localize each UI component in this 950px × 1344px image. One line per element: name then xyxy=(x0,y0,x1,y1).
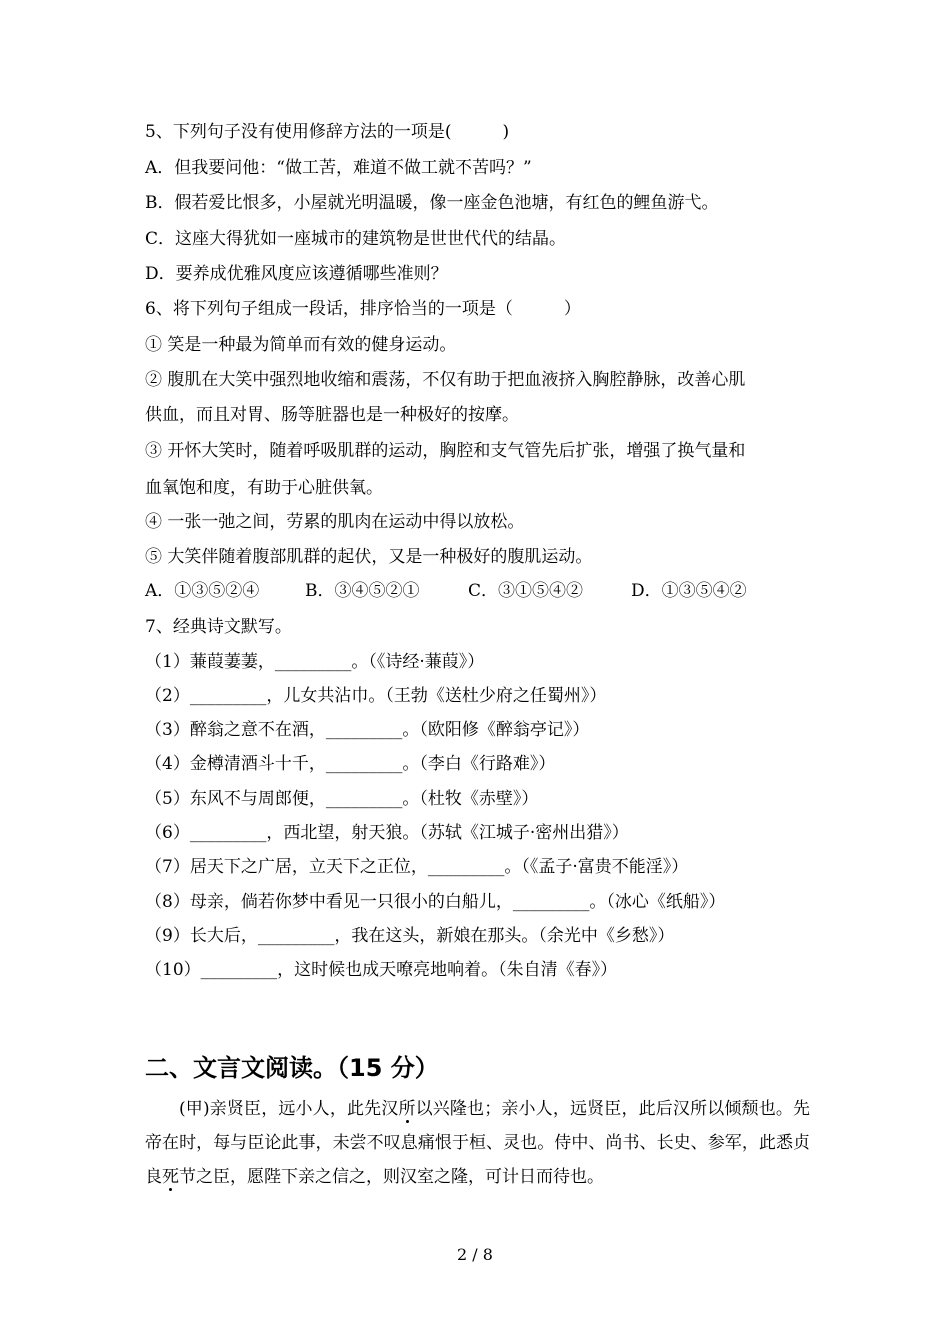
q6-item-3: ③ 开怀大笑时，随着呼吸肌群的运动，胸腔和支气管先后扩张，增强了换气量和 xyxy=(145,441,746,461)
q5-option-c: C．这座大得犹如一座城市的建筑物是世世代代的结晶。 xyxy=(145,229,567,249)
q7-item-4: （4）金樽清酒斗十千，_________。（李白《行路难》） xyxy=(145,754,556,774)
q5-option-a: A．但我要问他：“做工苦，难道不做工就不苦吗？” xyxy=(145,158,532,178)
q7-item-6: （6）_________，西北望，射天狼。（苏轼《江城子·密州出猎》） xyxy=(145,823,629,843)
q5-option-b: B．假若爱比恨多，小屋就光明温暖，像一座金色池塘，有红色的鲤鱼游弋。 xyxy=(145,193,719,213)
q6-option-a: A．①③⑤②④ xyxy=(145,581,260,601)
section-title: 二、文言文阅读。（15 分） xyxy=(145,1054,439,1082)
q7-item-8: （8）母亲，倘若你梦中看见一只很小的白船儿，_________。（冰心《纸船》） xyxy=(145,892,726,912)
q6-option-d: D．①③⑤④② xyxy=(631,581,747,601)
q7-item-1: （1）蒹葭萋萋，_________。（《诗经·蒹葭》） xyxy=(145,652,485,672)
emphasis-dot-char: 死 xyxy=(162,1167,179,1187)
q7-item-5: （5）东风不与周郎便，_________。（杜牧《赤壁》） xyxy=(145,789,539,809)
q7-item-9: （9）长大后，_________，我在这头，新娘在那头。（余光中《乡愁》） xyxy=(145,926,675,946)
q6-item-4: ④ 一张一弛之间，劳累的肌肉在运动中得以放松。 xyxy=(145,512,525,532)
q6-option-c: C．③①⑤④② xyxy=(468,581,584,601)
q7-title: 7、经典诗文默写。 xyxy=(145,617,292,637)
passage-text-2: 以兴隆也；亲小人，远贤臣，此后汉所以倾颓也。先帝在时，每与臣论此事，未尝不叹息痛恨于桓、灵也。侍中、尚书、长史、参军，此悉贞良 xyxy=(145,1099,811,1187)
q6-item-3-cont: 血氧饱和度，有助于心脏供氧。 xyxy=(145,478,383,498)
passage-text-3: 节之臣，愿陛下亲之信之，则汉室之隆，可计日而待也。 xyxy=(179,1167,604,1187)
q5-title: 5、下列句子没有使用修辞方法的一项是( ) xyxy=(145,122,510,142)
q6-item-2: ② 腹肌在大笑中强烈地收缩和震荡，不仅有助于把血液挤入胸腔静脉，改善心肌 xyxy=(145,370,746,390)
q6-item-5: ⑤ 大笑伴随着腹部肌群的起伏，又是一种极好的腹肌运动。 xyxy=(145,547,593,567)
q6-option-b: B．③④⑤②① xyxy=(305,581,420,601)
emphasis-dot-char: 所 xyxy=(398,1099,416,1119)
q7-item-10: （10）_________，这时候也成天嘹亮地响着。（朱自清《春》） xyxy=(145,960,618,980)
q7-item-7: （7）居天下之广居，立天下之正位，_________。（《孟子·富贵不能淫》） xyxy=(145,857,689,877)
q6-options xyxy=(145,580,747,602)
q6-item-2-cont: 供血，而且对胃、肠等脏器也是一种极好的按摩。 xyxy=(145,405,519,425)
page-number: 2 / 8 xyxy=(457,1245,493,1264)
q5-option-d: D．要养成优雅风度应该遵循哪些准则？ xyxy=(145,264,448,284)
q7-item-3: （3）醉翁之意不在酒，_________。（欧阳修《醉翁亭记》） xyxy=(145,720,590,740)
q6-item-1: ① 笑是一种最为简单而有效的健身运动。 xyxy=(145,335,457,355)
passage-text-1: (甲)亲贤臣，远小人，此先汉 xyxy=(179,1099,399,1119)
q6-title: 6、将下列句子组成一段话，排序恰当的一项是（ ） xyxy=(145,299,581,319)
classical-passage xyxy=(145,1092,810,1194)
q7-item-2: （2）_________，儿女共沾巾。（王勃《送杜少府之任蜀州》） xyxy=(145,686,607,706)
